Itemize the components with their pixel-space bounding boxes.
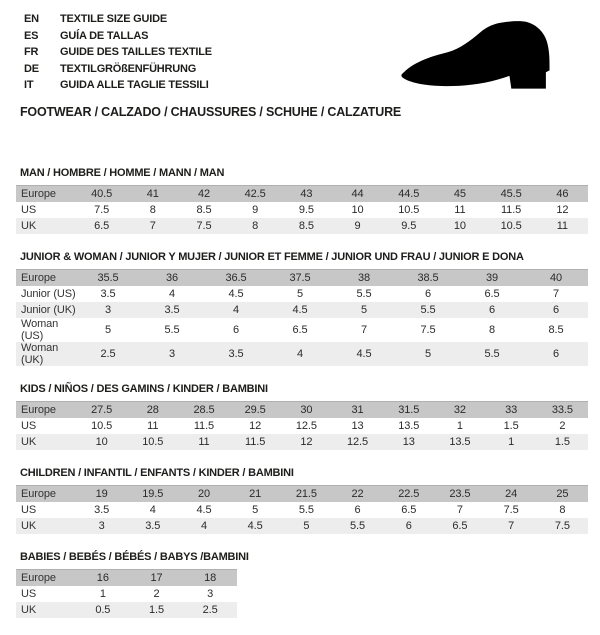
size-cell: 1 bbox=[456, 420, 463, 432]
language-title-list bbox=[24, 11, 212, 94]
size-cell: 2.5 bbox=[202, 604, 218, 616]
table-title: JUNIOR & WOMAN / JUNIOR Y MUJER / JUNIOR ET FEMME / JUNIOR UND FRAU / JUNIOR E DONA bbox=[20, 251, 524, 263]
size-cell: 6 bbox=[552, 348, 560, 360]
size-cell: 0.5 bbox=[95, 604, 111, 616]
size-cell: 5.5 bbox=[356, 288, 372, 300]
size-cell: 11.5 bbox=[245, 436, 266, 448]
size-cell: 5.5 bbox=[298, 504, 314, 516]
size-cell: 12 bbox=[249, 420, 262, 432]
dress-shoe-icon bbox=[393, 14, 575, 105]
size-cell: 7.5 bbox=[503, 504, 519, 516]
size-cell: 4.5 bbox=[247, 520, 263, 532]
size-cell: 18 bbox=[204, 572, 217, 584]
size-cell: 6 bbox=[232, 324, 240, 336]
size-cell: 1 bbox=[99, 588, 106, 600]
size-cell: 16 bbox=[96, 572, 109, 584]
size-cell: 5 bbox=[303, 520, 310, 532]
size-cell: 36 bbox=[165, 272, 179, 284]
size-cell: 33.5 bbox=[551, 404, 573, 416]
row-label: US bbox=[21, 204, 37, 216]
size-cell: 23.5 bbox=[449, 488, 471, 500]
size-table bbox=[16, 485, 588, 534]
table-row bbox=[16, 602, 237, 618]
table-title: MAN / HOMBRE / HOMME / MANN / MAN bbox=[20, 167, 225, 179]
language-code: IT bbox=[24, 79, 34, 92]
size-cell: 8 bbox=[252, 220, 259, 232]
size-cell: 24 bbox=[505, 488, 518, 500]
size-table-section bbox=[16, 551, 588, 618]
size-cell: 7.5 bbox=[196, 220, 212, 232]
size-cell: 4.5 bbox=[292, 304, 308, 316]
table-row bbox=[16, 342, 588, 366]
size-cell: 6 bbox=[424, 288, 432, 300]
size-cell: 45.5 bbox=[500, 188, 522, 200]
size-cell: 12 bbox=[556, 204, 569, 216]
size-cell: 6 bbox=[488, 304, 496, 316]
language-code: FR bbox=[24, 46, 39, 59]
size-cell: 44 bbox=[351, 188, 364, 200]
size-cell: 2 bbox=[559, 420, 566, 432]
size-cell: 7 bbox=[149, 220, 156, 232]
size-cell: 39 bbox=[485, 272, 499, 284]
language-code: EN bbox=[24, 13, 39, 26]
size-cell: 1.5 bbox=[148, 604, 164, 616]
size-cell: 37.5 bbox=[289, 272, 311, 284]
size-cell: 44.5 bbox=[398, 188, 420, 200]
size-cell: 45 bbox=[453, 188, 466, 200]
size-cell: 38.5 bbox=[417, 272, 439, 284]
size-cell: 3 bbox=[168, 348, 176, 360]
size-cell: 5 bbox=[360, 304, 368, 316]
size-cell: 6.5 bbox=[401, 504, 417, 516]
size-cell: 11.5 bbox=[500, 204, 522, 216]
row-label: UK bbox=[21, 604, 37, 616]
size-cell: 6 bbox=[354, 504, 361, 516]
size-cell: 3.5 bbox=[145, 520, 161, 532]
size-cell: 13.5 bbox=[398, 420, 420, 432]
size-cell: 41 bbox=[146, 188, 159, 200]
language-row-de bbox=[24, 61, 212, 78]
size-cell: 7.5 bbox=[420, 324, 436, 336]
row-label: Woman (UK) bbox=[21, 342, 59, 366]
row-label: UK bbox=[21, 436, 37, 448]
size-cell: 11.5 bbox=[193, 420, 215, 432]
size-table bbox=[16, 401, 588, 450]
size-cell: 13.5 bbox=[449, 436, 471, 448]
size-cell: 36.5 bbox=[225, 272, 247, 284]
size-cell: 11 bbox=[198, 436, 210, 448]
size-cell: 19.5 bbox=[142, 488, 164, 500]
size-cell: 13 bbox=[402, 436, 415, 448]
size-cell: 6.5 bbox=[452, 520, 468, 532]
language-title: GUÍA DE TALLAS bbox=[60, 29, 149, 42]
size-table-section bbox=[16, 251, 588, 366]
size-cell: 7.5 bbox=[554, 520, 570, 532]
row-label: US bbox=[21, 420, 37, 432]
size-cell: 2 bbox=[153, 588, 160, 600]
table-row bbox=[16, 186, 588, 203]
size-cell: 1.5 bbox=[503, 420, 519, 432]
size-cell: 5 bbox=[252, 504, 259, 516]
size-cell: 22.5 bbox=[398, 488, 420, 500]
size-cell: 8.5 bbox=[196, 204, 212, 216]
size-cell: 3.5 bbox=[164, 304, 180, 316]
category-heading: FOOTWEAR / CALZADO / CHAUSSURES / SCHUHE / CALZATURE bbox=[20, 105, 402, 119]
size-cell: 11 bbox=[454, 204, 466, 216]
size-cell: 27.5 bbox=[91, 404, 113, 416]
size-cell: 7 bbox=[456, 504, 463, 516]
size-cell: 10.5 bbox=[398, 204, 420, 216]
size-cell: 13 bbox=[351, 420, 364, 432]
size-cell: 4 bbox=[200, 520, 207, 532]
size-cell: 6 bbox=[552, 304, 560, 316]
size-cell: 5.5 bbox=[164, 324, 180, 336]
size-cell: 28 bbox=[146, 404, 159, 416]
size-cell: 6.5 bbox=[484, 288, 500, 300]
row-label: Europe bbox=[21, 488, 56, 500]
size-cell: 10.5 bbox=[142, 436, 164, 448]
size-cell: 40 bbox=[549, 272, 563, 284]
row-label: UK bbox=[21, 520, 37, 532]
size-cell: 7 bbox=[360, 324, 368, 336]
size-cell: 9.5 bbox=[401, 220, 417, 232]
size-cell: 3 bbox=[207, 588, 214, 600]
size-table-section bbox=[16, 167, 588, 234]
size-cell: 9.5 bbox=[298, 204, 314, 216]
size-cell: 33 bbox=[505, 404, 518, 416]
size-cell: 4 bbox=[168, 288, 176, 300]
language-row-es bbox=[24, 28, 212, 45]
size-cell: 5 bbox=[424, 348, 432, 360]
size-cell: 5.5 bbox=[350, 520, 366, 532]
size-cell: 7 bbox=[508, 520, 515, 532]
size-tables bbox=[16, 167, 588, 635]
size-cell: 11 bbox=[147, 420, 159, 432]
size-cell: 7.5 bbox=[94, 204, 110, 216]
table-row bbox=[16, 486, 588, 503]
size-cell: 10 bbox=[351, 204, 364, 216]
size-cell: 8.5 bbox=[548, 324, 564, 336]
table-row bbox=[16, 218, 588, 234]
language-row-en bbox=[24, 11, 212, 28]
size-cell: 42 bbox=[197, 188, 210, 200]
size-cell: 12 bbox=[300, 436, 313, 448]
size-table bbox=[16, 569, 237, 618]
size-cell: 1 bbox=[508, 436, 515, 448]
size-table bbox=[16, 269, 588, 366]
table-row bbox=[16, 586, 237, 602]
size-cell: 4.5 bbox=[228, 288, 244, 300]
size-cell: 7 bbox=[552, 288, 560, 300]
language-row-fr bbox=[24, 44, 212, 61]
size-cell: 6.5 bbox=[94, 220, 110, 232]
table-row bbox=[16, 402, 588, 419]
row-label: Woman (US) bbox=[21, 318, 59, 342]
size-cell: 32 bbox=[453, 404, 466, 416]
language-title: TEXTILGRÖßENFÜHRUNG bbox=[60, 62, 197, 75]
size-cell: 4 bbox=[149, 504, 156, 516]
table-row bbox=[16, 270, 588, 287]
size-cell: 3.5 bbox=[94, 504, 110, 516]
size-cell: 12.5 bbox=[347, 436, 369, 448]
language-row-it bbox=[24, 77, 212, 94]
size-cell: 5 bbox=[296, 288, 304, 300]
size-cell: 31 bbox=[351, 404, 364, 416]
size-cell: 38 bbox=[357, 272, 371, 284]
row-label: Junior (UK) bbox=[21, 304, 76, 316]
size-cell: 8.5 bbox=[298, 220, 314, 232]
row-label: Europe bbox=[21, 572, 56, 584]
size-cell: 2.5 bbox=[100, 348, 116, 360]
table-row bbox=[16, 570, 237, 587]
table-row bbox=[16, 518, 588, 534]
row-label: Europe bbox=[21, 272, 56, 284]
size-cell: 4 bbox=[296, 348, 304, 360]
row-label: Europe bbox=[21, 404, 56, 416]
size-table-section bbox=[16, 383, 588, 450]
language-title: TEXTILE SIZE GUIDE bbox=[60, 13, 168, 26]
table-row bbox=[16, 318, 588, 342]
size-cell: 21.5 bbox=[295, 488, 317, 500]
size-cell: 31.5 bbox=[398, 404, 420, 416]
size-cell: 40.5 bbox=[91, 188, 113, 200]
size-table-section bbox=[16, 467, 588, 534]
table-title: CHILDREN / INFANTIL / ENFANTS / KINDER / BAMBINI bbox=[20, 467, 294, 479]
size-cell: 42.5 bbox=[244, 188, 266, 200]
row-label: UK bbox=[21, 220, 37, 232]
size-cell: 10 bbox=[95, 436, 108, 448]
table-row bbox=[16, 434, 588, 450]
size-cell: 5.5 bbox=[484, 348, 500, 360]
size-cell: 3 bbox=[98, 520, 105, 532]
size-cell: 5 bbox=[104, 324, 112, 336]
size-cell: 22 bbox=[351, 488, 364, 500]
language-code: DE bbox=[24, 62, 39, 75]
language-title: GUIDE DES TAILLES TEXTILE bbox=[60, 46, 212, 59]
size-cell: 46 bbox=[556, 188, 569, 200]
table-title: KIDS / NIÑOS / DES GAMINS / KINDER / BAMBINI bbox=[20, 383, 268, 395]
size-cell: 35.5 bbox=[97, 272, 119, 284]
size-cell: 43 bbox=[300, 188, 313, 200]
size-cell: 9 bbox=[252, 204, 259, 216]
size-cell: 25 bbox=[556, 488, 569, 500]
size-cell: 4.5 bbox=[356, 348, 372, 360]
size-cell: 9 bbox=[354, 220, 361, 232]
language-code: ES bbox=[24, 29, 39, 42]
size-cell: 5.5 bbox=[420, 304, 436, 316]
table-row bbox=[16, 418, 588, 434]
size-cell: 17 bbox=[150, 572, 163, 584]
size-cell: 20 bbox=[197, 488, 210, 500]
row-label: US bbox=[21, 588, 37, 600]
size-cell: 1.5 bbox=[554, 436, 570, 448]
size-cell: 19 bbox=[95, 488, 108, 500]
row-label: US bbox=[21, 504, 37, 516]
size-cell: 6 bbox=[405, 520, 412, 532]
size-cell: 21 bbox=[249, 488, 262, 500]
language-title: GUIDA ALLE TAGLIE TESSILI bbox=[60, 79, 209, 92]
size-cell: 11 bbox=[556, 220, 568, 232]
size-table bbox=[16, 185, 588, 234]
size-cell: 3.5 bbox=[228, 348, 244, 360]
size-cell: 8 bbox=[559, 504, 566, 516]
size-cell: 28.5 bbox=[193, 404, 215, 416]
row-label: Junior (US) bbox=[21, 288, 76, 300]
size-cell: 10.5 bbox=[91, 420, 113, 432]
table-row bbox=[16, 502, 588, 518]
size-cell: 8 bbox=[488, 324, 496, 336]
size-cell: 29.5 bbox=[244, 404, 266, 416]
size-cell: 10.5 bbox=[500, 220, 522, 232]
size-cell: 8 bbox=[149, 204, 156, 216]
size-cell: 3 bbox=[104, 304, 112, 316]
table-title: BABIES / BEBÉS / BÉBÉS / BABYS /BAMBINI bbox=[20, 551, 249, 563]
size-cell: 6.5 bbox=[292, 324, 308, 336]
table-row bbox=[16, 286, 588, 302]
size-cell: 4.5 bbox=[196, 504, 212, 516]
size-cell: 12.5 bbox=[295, 420, 317, 432]
size-cell: 30 bbox=[300, 404, 313, 416]
size-cell: 3.5 bbox=[100, 288, 116, 300]
table-row bbox=[16, 202, 588, 218]
row-label: Europe bbox=[21, 188, 56, 200]
size-cell: 4 bbox=[232, 304, 240, 316]
size-cell: 10 bbox=[453, 220, 466, 232]
table-row bbox=[16, 302, 588, 318]
